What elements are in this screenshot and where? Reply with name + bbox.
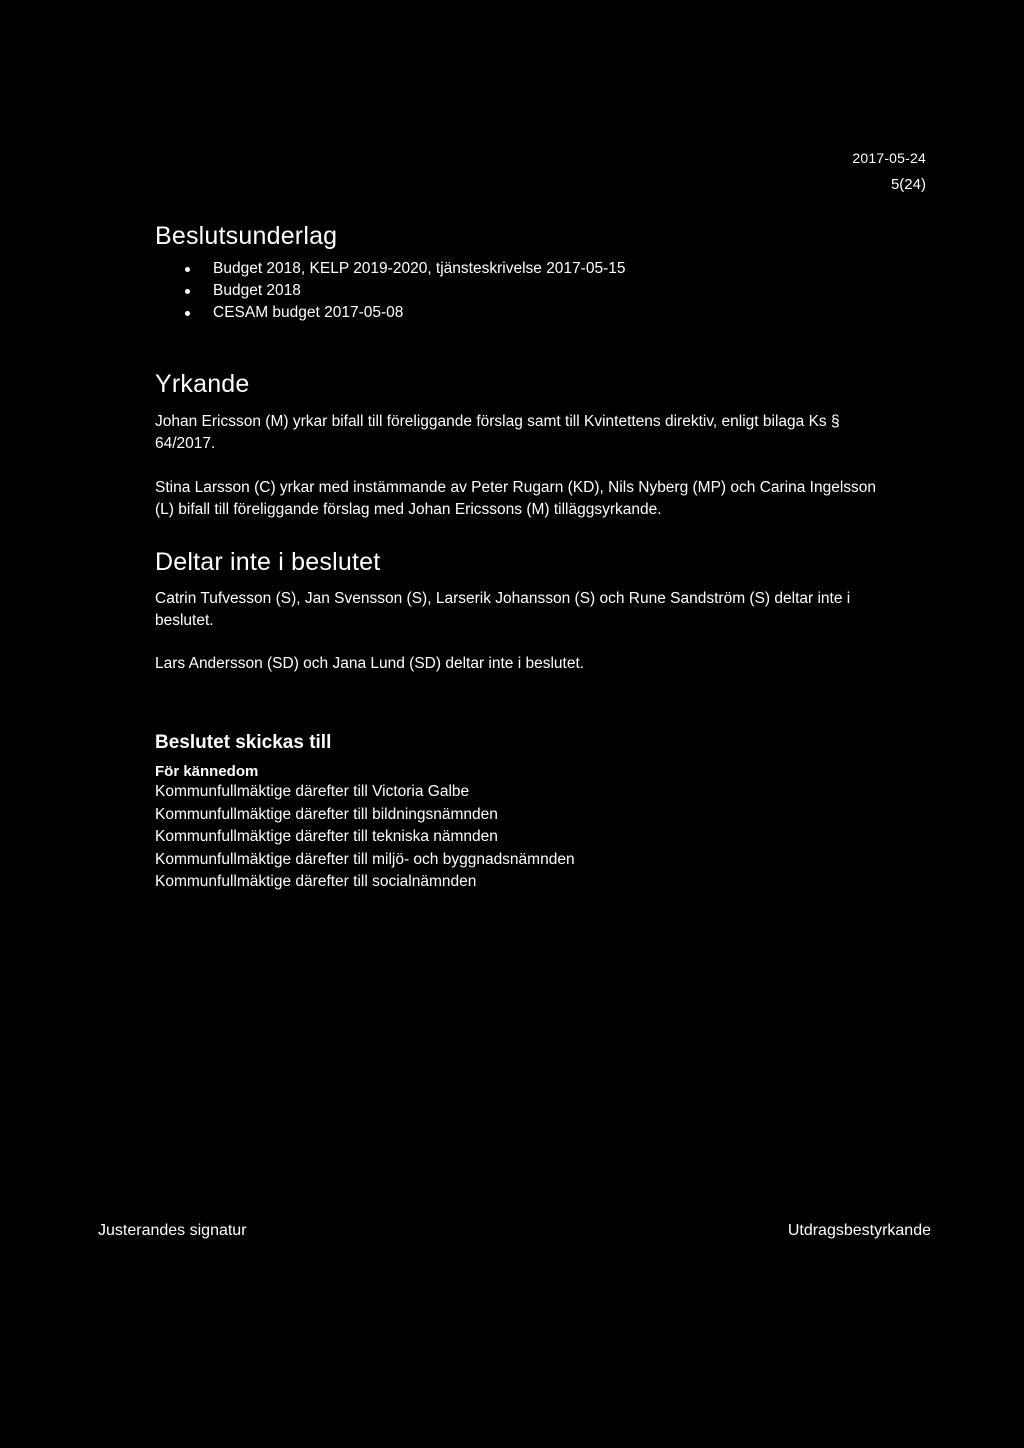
yrkande-paragraph-1: Johan Ericsson (M) yrkar bifall till föreliggande förslag samt till Kvintettens direktiv, enligt bilaga Ks § 64/2017. [155, 413, 840, 452]
recipients-list [155, 781, 575, 894]
deltar-inte-paragraph-2: Lars Andersson (SD) och Jana Lund (SD) deltar inte i beslutet. [155, 655, 585, 672]
list-item: Kommunfullmäktige därefter till bildningsnämnden [155, 805, 498, 823]
list-item: Kommunfullmäktige därefter till socialnämnden [155, 873, 477, 890]
bullet-icon [185, 267, 190, 272]
list-item: Kommunfullmäktige därefter till miljö- och byggnadsnämnden [155, 850, 575, 868]
list-item: Kommunfullmäktige därefter till Victoria Galbe [155, 783, 470, 800]
footer-justerandes-signatur: Justerandes signatur [98, 1222, 247, 1239]
heading-beslutsunderlag: Beslutsunderlag [155, 222, 338, 250]
footer-utdragsbestyrkande: Utdragsbestyrkande [787, 1222, 931, 1239]
yrkande-paragraph-2: Stina Larsson (C) yrkar med instämmande av Peter Rugarn (KD), Nils Nyberg (MP) och Carina Ingelsson (L) bifall till föreliggande förslag med Johan Ericssons (M) tilläggsyrkande. [155, 479, 877, 518]
bullet-icon [185, 289, 190, 294]
subheading-for-kannedom: För kännedom [155, 763, 259, 780]
beslutsunderlag-list [155, 258, 625, 324]
section-beslutsunderlag [155, 222, 337, 251]
heading-yrkande: Yrkande [155, 370, 250, 398]
page-number: 5(24) [890, 176, 926, 193]
document-date: 2017-05-24 [852, 150, 926, 166]
heading-deltar-inte: Deltar inte i beslutet [155, 548, 381, 576]
list-item: Budget 2018, KELP 2019-2020, tjänsteskrivelse 2017-05-15 [155, 258, 625, 280]
list-item: Budget 2018 [155, 280, 625, 302]
deltar-inte-paragraph-1: Catrin Tufvesson (S), Jan Svensson (S), Larserik Johansson (S) och Rune Sandström (S) deltar inte i beslutet. [155, 590, 851, 629]
list-item: CESAM budget 2017-05-08 [155, 302, 625, 324]
heading-beslutet-skickas: Beslutet skickas till [155, 732, 332, 753]
list-item: Kommunfullmäktige därefter till tekniska nämnden [155, 828, 498, 845]
bullet-icon [185, 311, 190, 316]
